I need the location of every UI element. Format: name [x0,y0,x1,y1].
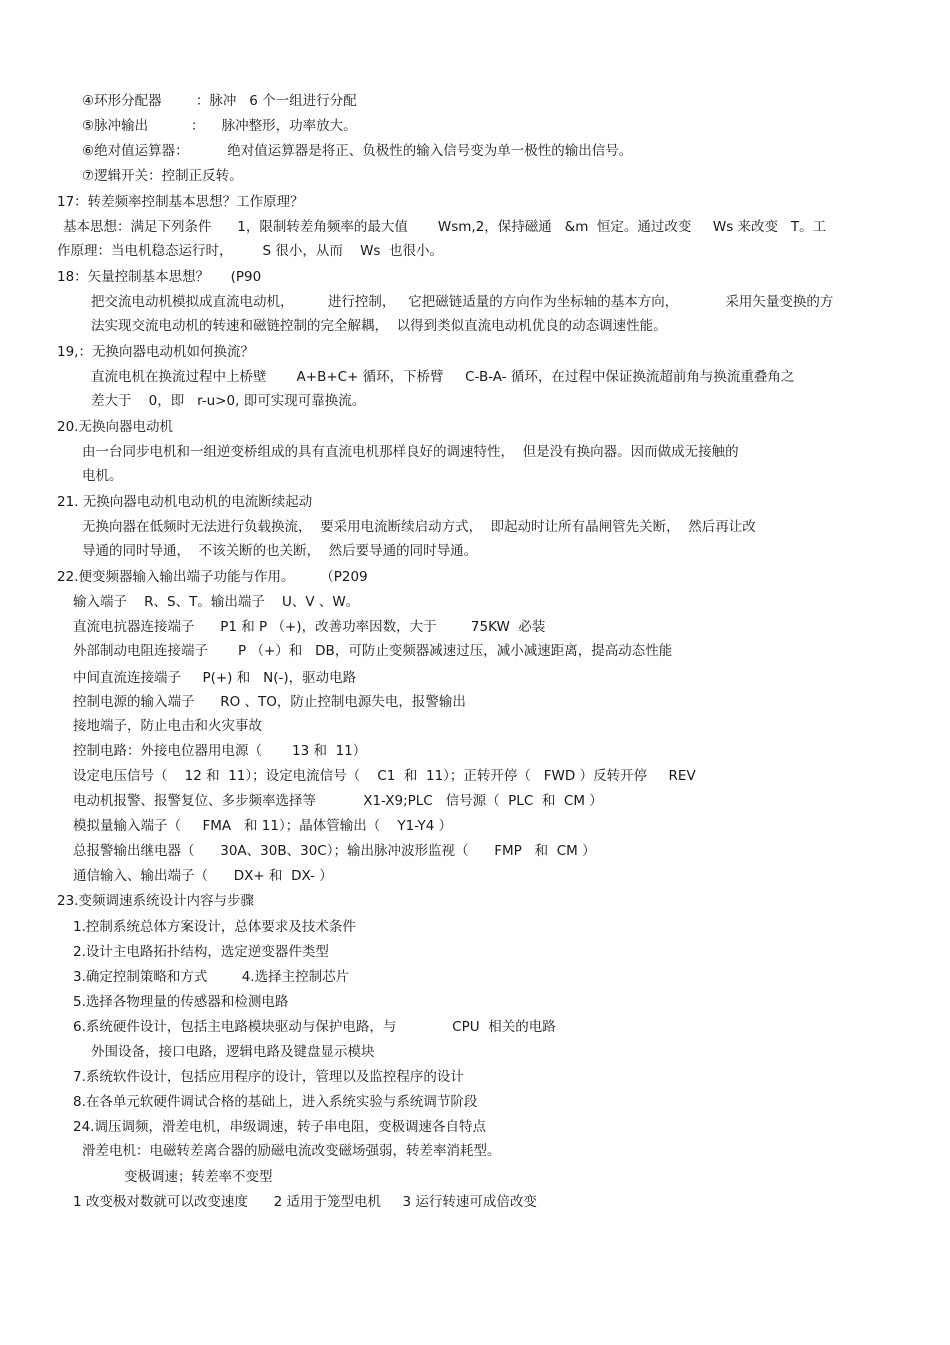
step-5: 5.选择各物理量的传感器和检测电路 [73,994,289,1010]
step-3-4: 3.确定控制策略和方式 4.选择主控制芯片 [73,969,350,985]
paragraph-q17-line2: 作原理：当电机稳态运行时， S 很小，从而 Ws 也很小。 [57,243,444,259]
paragraph-q19-line2: 差大于 0，即 r-u>0, 即可实现可靠换流。 [91,393,366,409]
terminal-control-circuit: 控制电路：外接电位器用电源（ 13 和 11） [73,743,367,759]
heading-q22: 22.便变频器输入输出端子功能与作用。 （P209 [57,569,368,585]
terminal-analog-input: 模拟量输入端子（ FMA 和 11）；晶体管输出（ Y1-Y4 ） [73,818,453,834]
terminal-brake-resistor: 外部制动电阻连接端子 P （+）和 DB，可防止变频器减速过压，减小减速距离，提高动态性能 [73,643,673,659]
paragraph-q21-line1: 无换向器在低频时无法进行负载换流， 要采用电流断续启动方式， 即起动时让所有晶闸管先关断， 然后再让改 [82,519,756,535]
paragraph-q19-line1: 直流电机在换流过程中上桥壁 A+B+C+ 循环，下桥臂 C-B-A- 循环，在过程中保证换流超前角与换流重叠角之 [91,369,795,385]
heading-q17: 17：转差频率控制基本思想？工作原理？ [57,194,304,210]
terminal-control-power: 控制电源的输入端子 RO 、TO，防止控制电源失电，报警输出 [73,694,466,710]
step-8: 8.在各单元软硬件调试合格的基础上，进入系统实验与系统调节阶段 [73,1094,478,1110]
step-6-continued: 外围设备，接口电路，逻辑电路及键盘显示模块 [91,1044,375,1060]
paragraph-slip-motor: 滑差电机：电磁转差离合器的励磁电流改变磁场强弱，转差率消耗型。 [82,1143,501,1159]
paragraph-q18-line2: 法实现交流电动机的转速和磁链控制的完全解耦， 以得到类似直流电动机优良的动态调速性能。 [91,318,667,334]
step-2: 2.设计主电路拓扑结构，选定逆变器件类型 [73,944,329,960]
line-ring-distributor: ④环形分配器 ：脉冲 6 个一组进行分配 [82,93,357,109]
line-pulse-output: ⑤脉冲输出 ： 脉冲整形，功率放大。 [82,118,357,134]
line-logic-switch: ⑦逻辑开关：控制正反转。 [82,168,243,184]
terminal-alarm-relay: 总报警输出继电器（ 30A、30B、30C）；输出脉冲波形监视（ FMP 和 CM ） [73,843,596,859]
terminal-communication: 通信输入、输出端子（ DX+ 和 DX- ） [73,868,333,884]
paragraph-q17-line1: 基本思想：满足下列条件 1，限制转差角频率的最大值 Wsm,2，保持磁通 &m 恒定。通过改变 Ws 来改变 T。工 [63,219,827,235]
step-1: 1.控制系统总体方案设计，总体要求及技术条件 [73,919,356,935]
step-6: 6.系统硬件设计，包括主电路模块驱动与保护电路，与 CPU 相关的电路 [73,1019,556,1035]
heading-q20: 20.无换向器电动机 [57,419,173,435]
terminal-dc-reactor: 直流电抗器连接端子 P1 和 P （+)，改善功率因数，大于 75KW 必装 [73,619,546,635]
terminal-motor-alarm: 电动机报警、报警复位、多步频率选择等 X1-X9;PLC 信号源（ PLC 和 CM ） [73,793,603,809]
terminal-ground: 接地端子，防止电击和火灾事故 [73,718,262,734]
terminal-setting-signals: 设定电压信号（ 12 和 11）；设定电流信号（ C1 和 11）；正转开停（ FWD ）反转开停 REV [73,768,696,784]
line-abs-calculator: ⑥绝对值运算器： 绝对值运算器是将正、负极性的输入信号变为单一极性的输出信号。 [82,143,633,159]
paragraph-q20-line2: 电机。 [82,468,123,484]
step-7: 7.系统软件设计，包括应用程序的设计，管理以及监控程序的设计 [73,1069,464,1085]
heading-q21: 21. 无换向器电动机电动机的电流断续起动 [57,494,313,510]
paragraph-q18-line1: 把交流电动机模拟成直流电动机， 进行控制， 它把磁链适量的方向作为坐标轴的基本方向， 采用矢量变换的方 [91,294,834,310]
paragraph-q21-line2: 导通的同时导通， 不该关断的也关断， 然后要导通的同时导通。 [82,543,478,559]
paragraph-pole-features: 1 改变极对数就可以改变速度 2 适用于笼型电机 3 运行转速可成倍改变 [73,1194,537,1210]
terminal-dc-link: 中间直流连接端子 P(+) 和 N(-)，驱动电路 [73,670,357,686]
paragraph-pole-changing: 变极调速；转差率不变型 [124,1169,273,1185]
heading-q19: 19,：无换向器电动机如何换流？ [57,344,254,360]
paragraph-q20-line1: 由一台同步电机和一组逆变桥组成的具有直流电机那样良好的调速特性， 但是没有换向器。因而做成无接触的 [82,444,739,460]
heading-q24: 24.调压调频，滑差电机，串级调速，转子串电阻，变极调速各自特点 [73,1119,486,1135]
terminal-input-output: 输入端子 R、S、T。输出端子 U、V 、W。 [73,594,360,610]
heading-q18: 18：矢量控制基本思想？ (P90 [57,269,262,285]
heading-q23: 23.变频调速系统设计内容与步骤 [57,893,254,909]
